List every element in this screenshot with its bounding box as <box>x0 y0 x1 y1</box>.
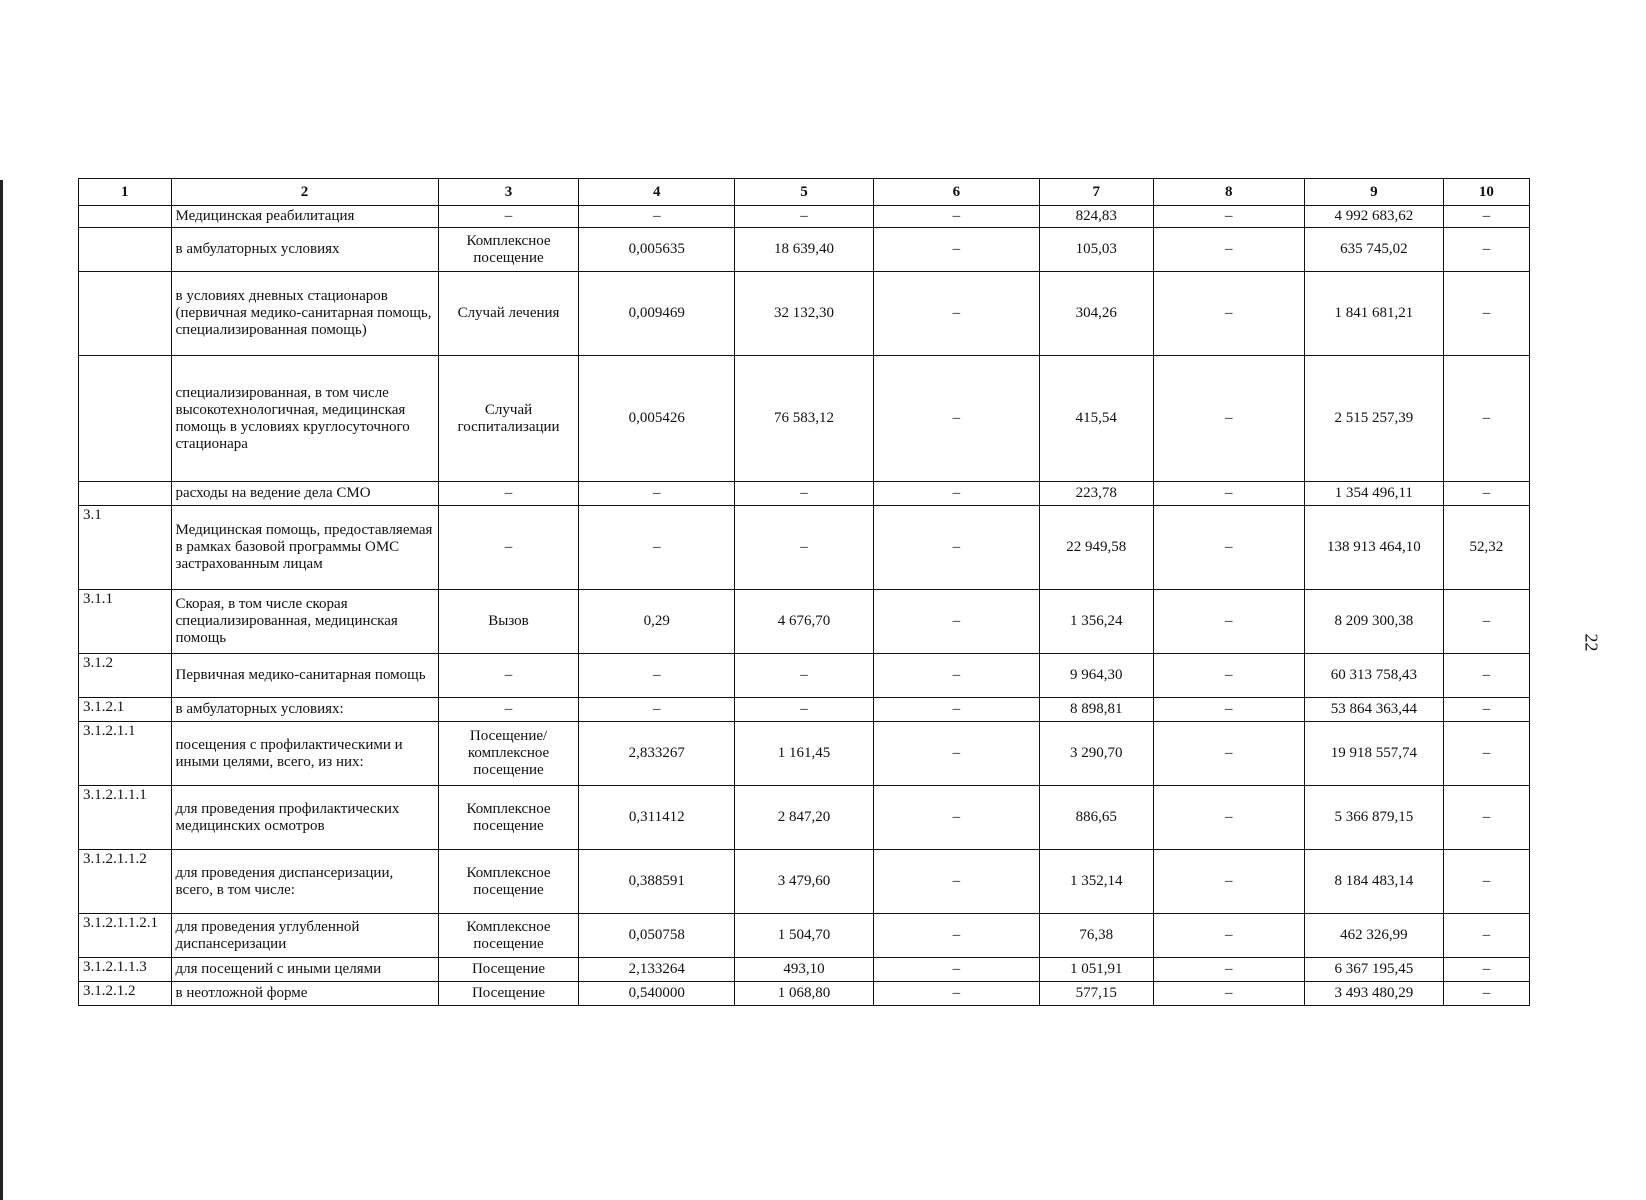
row-unit: Случай лечения <box>438 272 579 356</box>
row-code <box>79 272 172 356</box>
row-col9: 138 913 464,10 <box>1304 506 1443 590</box>
row-col5: – <box>735 206 874 228</box>
row-name: посещения с профилактическими и иными целями, всего, из них: <box>171 722 438 786</box>
row-col7: 577,15 <box>1039 982 1153 1006</box>
row-col9: 1 841 681,21 <box>1304 272 1443 356</box>
row-name: для проведения углубленной диспансеризации <box>171 914 438 958</box>
row-col4: 0,009469 <box>579 272 735 356</box>
row-unit: Комплексное посещение <box>438 786 579 850</box>
row-col6: – <box>873 982 1039 1006</box>
row-col6: – <box>873 506 1039 590</box>
row-col4: 2,133264 <box>579 958 735 982</box>
scan-edge-line <box>0 180 3 1200</box>
table-row <box>79 914 1530 958</box>
row-unit: Вызов <box>438 590 579 654</box>
row-col10: – <box>1443 958 1529 982</box>
table-row <box>79 722 1530 786</box>
row-col4: 0,29 <box>579 590 735 654</box>
row-col6: – <box>873 482 1039 506</box>
row-col5: – <box>735 482 874 506</box>
row-col8: – <box>1153 506 1304 590</box>
header-cell: 5 <box>735 179 874 206</box>
header-cell: 4 <box>579 179 735 206</box>
row-name: Медицинская реабилитация <box>171 206 438 228</box>
row-col5: 76 583,12 <box>735 356 874 482</box>
header-cell: 10 <box>1443 179 1529 206</box>
row-unit: Посещение <box>438 982 579 1006</box>
row-col5: – <box>735 698 874 722</box>
row-unit: Посещение <box>438 958 579 982</box>
row-name: в амбулаторных условиях: <box>171 698 438 722</box>
row-unit: Комплексное посещение <box>438 914 579 958</box>
row-col8: – <box>1153 958 1304 982</box>
row-col10: – <box>1443 914 1529 958</box>
row-unit: – <box>438 482 579 506</box>
row-col8: – <box>1153 272 1304 356</box>
row-col10: 52,32 <box>1443 506 1529 590</box>
row-col7: 8 898,81 <box>1039 698 1153 722</box>
row-col7: 22 949,58 <box>1039 506 1153 590</box>
row-col10: – <box>1443 482 1529 506</box>
row-name: для проведения диспансеризации, всего, в том числе: <box>171 850 438 914</box>
row-col9: 1 354 496,11 <box>1304 482 1443 506</box>
row-col6: – <box>873 356 1039 482</box>
data-table <box>78 178 1530 1006</box>
row-name: в условиях дневных стационаров (первичная медико-санитарная помощь, специализированная помощь) <box>171 272 438 356</box>
row-col6: – <box>873 272 1039 356</box>
row-unit: Посещение/ комплексное посещение <box>438 722 579 786</box>
row-unit: – <box>438 698 579 722</box>
table-row <box>79 482 1530 506</box>
row-unit: – <box>438 654 579 698</box>
row-col10: – <box>1443 850 1529 914</box>
row-col8: – <box>1153 356 1304 482</box>
row-col8: – <box>1153 228 1304 272</box>
row-col8: – <box>1153 482 1304 506</box>
row-col9: 4 992 683,62 <box>1304 206 1443 228</box>
row-code: 3.1 <box>79 506 172 590</box>
row-col6: – <box>873 786 1039 850</box>
row-col10: – <box>1443 786 1529 850</box>
row-name: Скорая, в том числе скорая специализированная, медицинская помощь <box>171 590 438 654</box>
row-unit: Случай госпитализации <box>438 356 579 482</box>
row-col4: 0,388591 <box>579 850 735 914</box>
row-col9: 6 367 195,45 <box>1304 958 1443 982</box>
row-code <box>79 482 172 506</box>
row-name: специализированная, в том числе высокотехнологичная, медицинская помощь в условиях круглосуточного стационара <box>171 356 438 482</box>
row-col8: – <box>1153 914 1304 958</box>
row-col9: 8 184 483,14 <box>1304 850 1443 914</box>
row-name: Медицинская помощь, предоставляемая в рамках базовой программы ОМС застрахованным лицам <box>171 506 438 590</box>
table-row <box>79 506 1530 590</box>
row-code: 3.1.1 <box>79 590 172 654</box>
header-cell: 9 <box>1304 179 1443 206</box>
row-col7: 886,65 <box>1039 786 1153 850</box>
table-row <box>79 654 1530 698</box>
row-col10: – <box>1443 228 1529 272</box>
row-col8: – <box>1153 698 1304 722</box>
row-col6: – <box>873 698 1039 722</box>
row-col6: – <box>873 590 1039 654</box>
table-row <box>79 272 1530 356</box>
row-code: 3.1.2.1.1.2 <box>79 850 172 914</box>
row-col9: 3 493 480,29 <box>1304 982 1443 1006</box>
row-col7: 1 352,14 <box>1039 850 1153 914</box>
row-col4: 2,833267 <box>579 722 735 786</box>
row-col4: 0,540000 <box>579 982 735 1006</box>
row-col5: 493,10 <box>735 958 874 982</box>
row-col10: – <box>1443 982 1529 1006</box>
row-col5: 1 068,80 <box>735 982 874 1006</box>
row-code: 3.1.2.1.1.1 <box>79 786 172 850</box>
table-row <box>79 356 1530 482</box>
row-col8: – <box>1153 722 1304 786</box>
row-col9: 462 326,99 <box>1304 914 1443 958</box>
row-col4: – <box>579 654 735 698</box>
row-col4: 0,005635 <box>579 228 735 272</box>
row-col10: – <box>1443 698 1529 722</box>
row-col6: – <box>873 914 1039 958</box>
row-col10: – <box>1443 722 1529 786</box>
row-code: 3.1.2 <box>79 654 172 698</box>
row-col6: – <box>873 228 1039 272</box>
table-row <box>79 206 1530 228</box>
row-col9: 60 313 758,43 <box>1304 654 1443 698</box>
row-col5: 18 639,40 <box>735 228 874 272</box>
row-col9: 2 515 257,39 <box>1304 356 1443 482</box>
row-unit: Комплексное посещение <box>438 228 579 272</box>
row-col10: – <box>1443 356 1529 482</box>
row-col5: 4 676,70 <box>735 590 874 654</box>
table-row <box>79 698 1530 722</box>
row-col4: 0,311412 <box>579 786 735 850</box>
row-col8: – <box>1153 654 1304 698</box>
header-cell: 1 <box>79 179 172 206</box>
row-col8: – <box>1153 590 1304 654</box>
row-col7: 105,03 <box>1039 228 1153 272</box>
header-cell: 7 <box>1039 179 1153 206</box>
row-col6: – <box>873 850 1039 914</box>
row-col6: – <box>873 722 1039 786</box>
row-col7: 415,54 <box>1039 356 1153 482</box>
row-col7: 1 051,91 <box>1039 958 1153 982</box>
row-code: 3.1.2.1.2 <box>79 982 172 1006</box>
row-col6: – <box>873 654 1039 698</box>
row-col4: – <box>579 506 735 590</box>
table-row <box>79 982 1530 1006</box>
table-row <box>79 590 1530 654</box>
row-col4: – <box>579 698 735 722</box>
row-col7: 9 964,30 <box>1039 654 1153 698</box>
row-name: расходы на ведение дела СМО <box>171 482 438 506</box>
row-col10: – <box>1443 590 1529 654</box>
row-col7: 223,78 <box>1039 482 1153 506</box>
row-col8: – <box>1153 982 1304 1006</box>
row-col8: – <box>1153 850 1304 914</box>
row-col5: 2 847,20 <box>735 786 874 850</box>
row-code: 3.1.2.1 <box>79 698 172 722</box>
row-col9: 5 366 879,15 <box>1304 786 1443 850</box>
table-row <box>79 228 1530 272</box>
row-col5: 3 479,60 <box>735 850 874 914</box>
row-col4: – <box>579 482 735 506</box>
row-code <box>79 228 172 272</box>
row-col9: 19 918 557,74 <box>1304 722 1443 786</box>
row-col8: – <box>1153 786 1304 850</box>
row-col10: – <box>1443 206 1529 228</box>
row-code: 3.1.2.1.1 <box>79 722 172 786</box>
row-col7: 1 356,24 <box>1039 590 1153 654</box>
table-row <box>79 786 1530 850</box>
row-col6: – <box>873 206 1039 228</box>
row-col9: 635 745,02 <box>1304 228 1443 272</box>
table-row <box>79 850 1530 914</box>
row-col4: – <box>579 206 735 228</box>
row-col6: – <box>873 958 1039 982</box>
header-cell: 8 <box>1153 179 1304 206</box>
row-col5: – <box>735 654 874 698</box>
row-name: в амбулаторных условиях <box>171 228 438 272</box>
header-cell: 2 <box>171 179 438 206</box>
row-unit: – <box>438 506 579 590</box>
table-row <box>79 958 1530 982</box>
row-name: для посещений с иными целями <box>171 958 438 982</box>
table-header-row <box>79 179 1530 206</box>
row-col4: 0,005426 <box>579 356 735 482</box>
row-name: для проведения профилактических медицинских осмотров <box>171 786 438 850</box>
row-col8: – <box>1153 206 1304 228</box>
row-name: в неотложной форме <box>171 982 438 1006</box>
row-code: 3.1.2.1.1.2.1 <box>79 914 172 958</box>
row-unit: – <box>438 206 579 228</box>
row-code <box>79 356 172 482</box>
header-cell: 6 <box>873 179 1039 206</box>
row-col7: 824,83 <box>1039 206 1153 228</box>
row-col5: 32 132,30 <box>735 272 874 356</box>
row-name: Первичная медико-санитарная помощь <box>171 654 438 698</box>
row-col7: 3 290,70 <box>1039 722 1153 786</box>
row-col5: 1 161,45 <box>735 722 874 786</box>
row-col7: 304,26 <box>1039 272 1153 356</box>
row-col9: 8 209 300,38 <box>1304 590 1443 654</box>
row-col10: – <box>1443 654 1529 698</box>
page-number: 22 <box>1581 633 1602 652</box>
row-col4: 0,050758 <box>579 914 735 958</box>
row-col7: 76,38 <box>1039 914 1153 958</box>
row-code <box>79 206 172 228</box>
row-col9: 53 864 363,44 <box>1304 698 1443 722</box>
row-col5: 1 504,70 <box>735 914 874 958</box>
row-col5: – <box>735 506 874 590</box>
header-cell: 3 <box>438 179 579 206</box>
row-col10: – <box>1443 272 1529 356</box>
row-code: 3.1.2.1.1.3 <box>79 958 172 982</box>
row-unit: Комплексное посещение <box>438 850 579 914</box>
